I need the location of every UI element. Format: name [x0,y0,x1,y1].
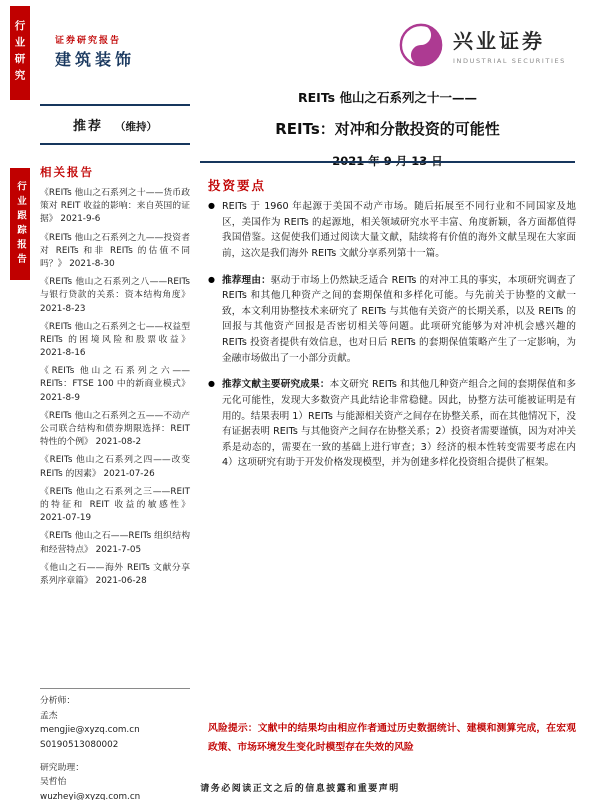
assistant-name: 吴哲怡 [40,777,67,788]
highlight-item [208,377,576,471]
report-series-title: REITs 他山之石系列之十一—— [298,90,477,105]
related-report-item [40,365,190,405]
highlight-lead: 推荐理由： [221,274,271,286]
rating-box [40,104,190,145]
related-report-title: 《REITs 他山之石系列之八——REITs 与银行贷款的关系：资本结构角度》 [40,277,190,301]
title-block [200,88,575,169]
highlight-body: 本文研究 REITs 和其他几种资产组合之间的套期保值和多元化可能性，发现大多数资产具此结论非常稳健。因此，协整方法可能被证明是有用的。结果表明 1）REITs 与能源相关资产之间存在协整关系，而在其他情况下，没有证据表明 REITs 与其他资产之间存在协整关系；2）投资者需要谨慎，因为对冲关系是动态的，需要在一致的基础上进行审查；3）经济的根本性转变需要考虑在内 4）这项研究有助于开发价格发现模型，并为创建多样化投资组合提供了框架。 [221,379,576,469]
report-main-title: REITs：对冲和分散投资的可能性 [275,120,500,138]
analyst-name: 孟杰 [40,710,58,721]
related-report-date: 2021-07-26 [103,468,155,479]
sidebar-ribbon-industry-tracking [10,168,30,280]
analyst-email: mengjie@xyzq.com.cn [40,725,140,736]
related-report-item [40,276,190,316]
related-report-title: 《他山之石——海外 REITs 文献分享系列序章篇》 [40,562,190,586]
sidebar-ribbon-industry-research [10,6,30,100]
rating-status: （维持） [115,121,157,133]
title-divider [200,161,575,163]
highlight-text [222,273,576,367]
related-report-item [40,530,190,556]
brand-block [398,22,566,68]
highlight-body: 驱动于市场上仍然缺乏适合 REITs 的对冲工具的事实，本项研究调查了 REITs 和其他几种资产之间的套期保值和多样化可能。与先前关于协整的文献一致，本文利用协整技术来研究了 REITs 与其他有关资产的长期关系，以及 REITs 的回报与其他资产回报是否密切相关等问题。此项研究能够为对冲机会感兴趣的 REITs 投资者提供有效信息，也对日后 REITs 的套期保值策略产生了一定影响，为金融市场做出了一小部分贡献。 [221,274,577,364]
related-report-date: 2021-8-30 [69,258,115,269]
highlight-text [222,377,576,471]
related-report-date: 2021-9-6 [60,214,101,225]
highlight-text [222,199,576,262]
related-report-title: 《REITs 他山之石系列之十——货币政策对 REIT 收益的影响：来自英国的证据》 [40,188,190,225]
sidebar-ribbon-label: 行业跟踪报告 [15,180,26,268]
bullet-icon: ● [208,379,215,389]
report-type-label: 证券研究报告 [55,36,122,46]
spacer [40,754,190,762]
highlight-body: REITs 于 1960 年起源于美国不动产市场。随后拓展至不同行业和不同国家及地区，美国作为 REITs 的起源地，相关领域研究水平丰富、角度新颖，各方面都值得我国借鉴。这促使我们通过阅读大量文献，陆续将有价值的海外文献呈现在大家面前，这次是我们海外 REITs 文献分享系列第十一篇。 [221,201,576,259]
related-report-date: 2021-8-9 [40,392,80,403]
related-reports-heading: 相关报告 [40,165,94,179]
assistant-email: wuzheyi@xyzq.com.cn [40,791,141,800]
assistant-label: 研究助理： [40,762,84,773]
related-report-title: 《REITs 他山之石——REITs 组织结构和经营特点》 [40,531,190,555]
related-report-title: 《REITs 他山之石系列之三——REIT 的特征和 REIT 收益的敏感性》 [40,486,190,510]
related-report-title: 《REITs 他山之石系列之五——不动产公司联合结构和债券期限选择：REIT 特性的个例》 [40,410,190,448]
brand-text [453,25,566,65]
related-report-item [40,486,190,526]
related-report-date: 2021-06-28 [95,575,147,586]
sidebar-ribbon-label: 行业研究 [13,20,26,86]
related-report-date: 2021-8-16 [40,348,86,359]
related-report-item [40,410,190,450]
rating-label: 推荐 [72,119,103,134]
disclaimer-footer: 请务必阅读正文之后的信息披露和重要声明 [200,784,400,794]
highlight-item [208,199,576,262]
highlight-item [208,273,576,367]
bullet-icon: ● [208,274,215,284]
related-report-title: 《REITs 他山之石系列之四——改变 REITs 的因素》 [40,455,190,479]
industry-label: 建筑装饰 [55,50,136,69]
brand-subtitle: INDUSTRIAL SECURITIES [453,57,566,65]
related-report-date: 2021-08-2 [95,437,142,448]
risk-warning: 风险提示：文献中的结果均由相应作者通过历史数据统计、建模和测算完成，在宏观政策、市场环境发生变化时模型存在失效的风险 [208,723,576,753]
related-report-item [40,562,190,588]
related-report-item [40,321,190,361]
brand-logo-icon [398,22,444,68]
related-report-date: 2021-7-05 [95,544,142,555]
related-report-item [40,232,190,272]
related-report-item [40,454,190,480]
related-reports-list [40,187,190,593]
related-report-date: 2021-07-19 [40,513,92,524]
analyst-license-id: S0190513080002 [40,739,119,750]
brand-name: 兴业证券 [453,29,545,53]
highlight-lead: 推荐文献主要研究成果： [221,379,330,391]
related-report-title: 《REITs 他山之石系列之六——REITs：FTSE 100 中的新商业模式》 [40,366,190,390]
related-report-title: 《REITs 他山之石系列之七——权益型 REITs 的困境风险和股票收益》 [40,321,190,345]
bullet-icon: ● [208,201,215,210]
related-report-date: 2021-8-23 [40,303,86,314]
analyst-label: 分析师： [40,696,76,706]
related-report-title: 《REITs 他山之石系列之九——投资者对 REITs 和非 REITs 的估值不同吗？》 [40,232,190,269]
related-report-item [40,187,190,227]
investment-highlights-heading: 投资要点 [208,178,267,193]
highlights-list [208,199,576,482]
